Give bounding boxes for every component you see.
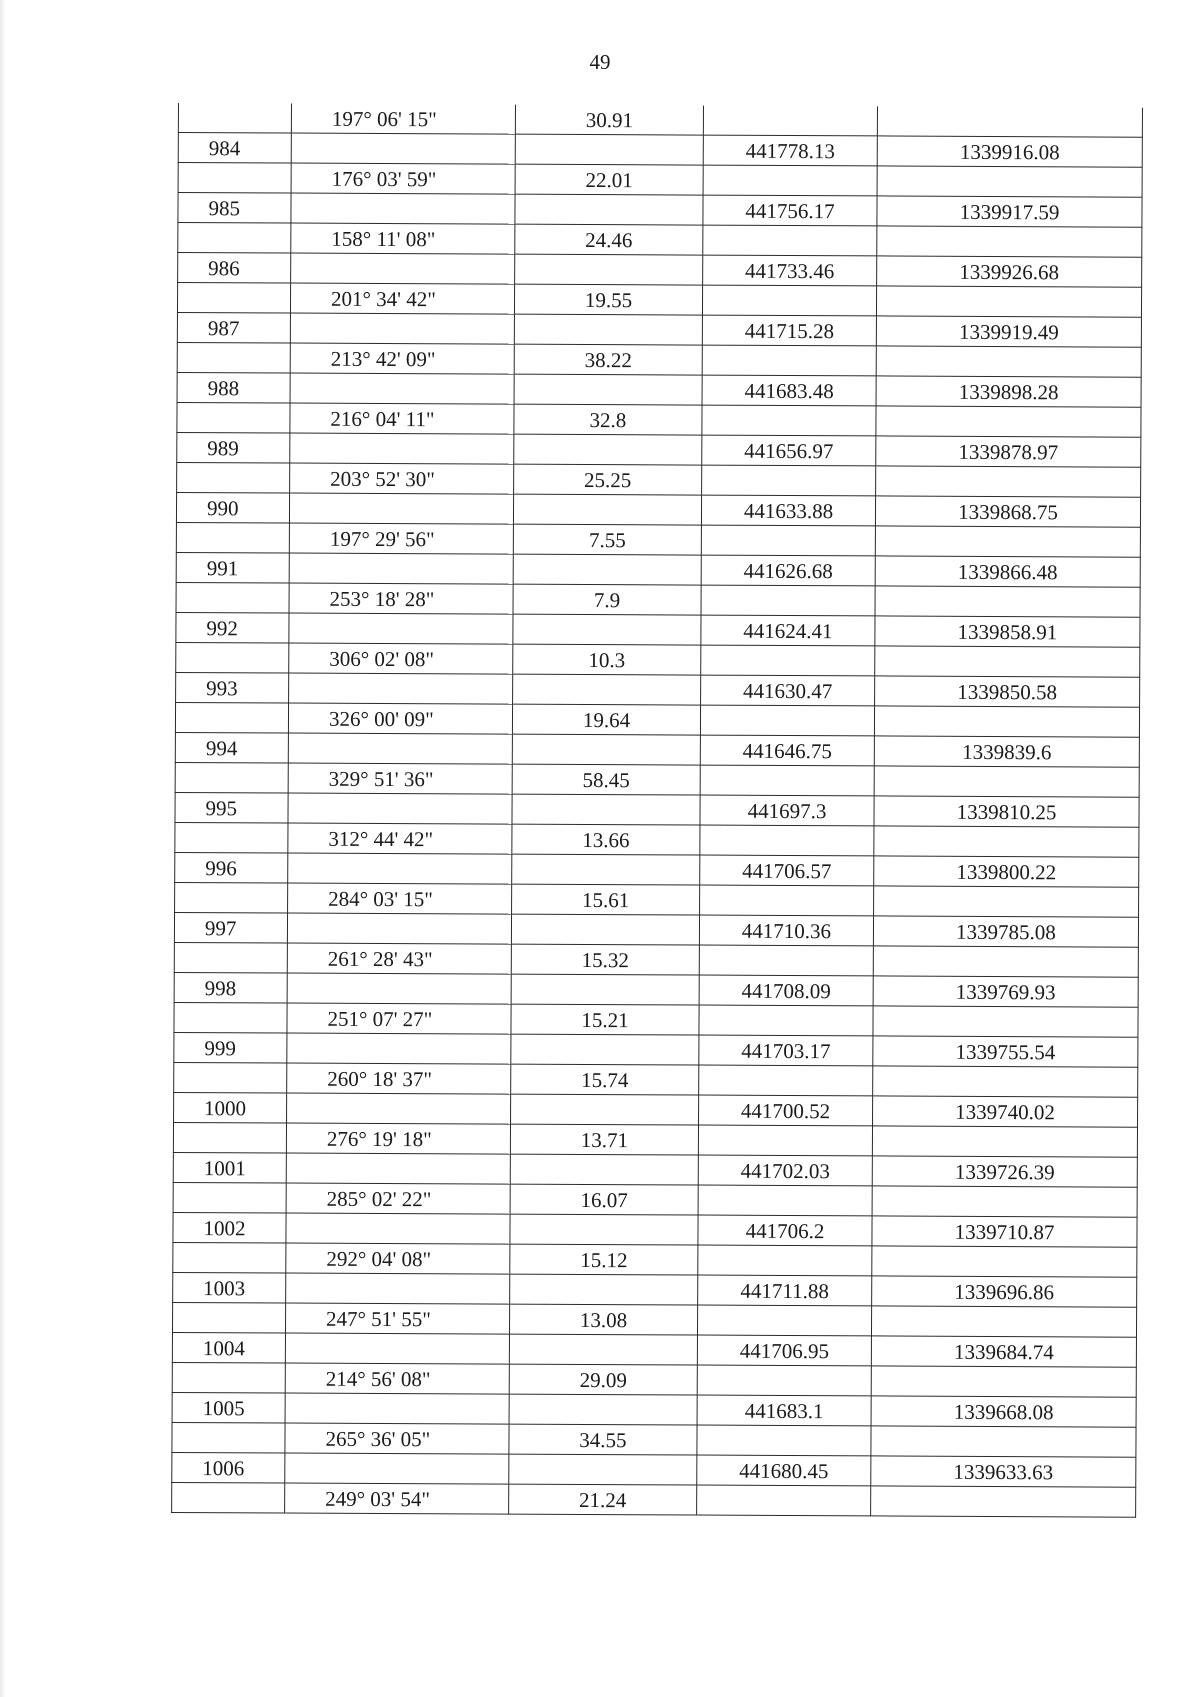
point-id-cell: 1005 [172, 1392, 285, 1423]
bearing-cell [289, 553, 513, 584]
easting-cell [698, 1245, 872, 1276]
point-id-cell [172, 1482, 285, 1513]
point-id-cell: 996 [175, 852, 288, 883]
table-row-leg [178, 103, 1142, 137]
scan-edge-shadow [0, 0, 6, 1697]
northing-cell: 1339850.58 [875, 676, 1140, 707]
distance-cell: 15.61 [512, 884, 700, 915]
point-id-cell: 1004 [172, 1332, 285, 1363]
point-id-cell [174, 1002, 287, 1033]
point-id-cell [176, 522, 289, 553]
table-row-point [174, 912, 1138, 947]
easting-cell: 441680.45 [697, 1455, 871, 1486]
distance-cell [513, 614, 701, 645]
bearing-cell: 312° 44' 42" [288, 823, 512, 854]
easting-cell: 441708.09 [699, 975, 873, 1006]
northing-cell [871, 1306, 1136, 1337]
point-id-cell: 993 [176, 672, 289, 703]
point-id-cell: 992 [176, 612, 289, 643]
northing-cell [874, 886, 1139, 917]
bearing-cell: 326° 00' 09" [288, 703, 512, 734]
point-id-cell [173, 1122, 286, 1153]
easting-cell: 441700.52 [699, 1095, 873, 1126]
table-row-point [176, 672, 1140, 707]
northing-cell [876, 466, 1141, 497]
distance-cell [514, 314, 702, 345]
easting-cell [701, 525, 875, 556]
point-id-cell [178, 163, 291, 194]
easting-cell [702, 345, 876, 376]
bearing-cell [290, 373, 514, 404]
distance-cell: 13.66 [512, 824, 700, 855]
table-row-point [172, 1452, 1136, 1487]
distance-cell [514, 374, 702, 405]
point-id-cell [174, 1062, 287, 1093]
point-id-cell [172, 1302, 285, 1333]
easting-cell: 441715.28 [702, 315, 876, 346]
easting-cell [697, 1305, 871, 1336]
easting-cell: 441697.3 [700, 795, 874, 826]
easting-cell [700, 765, 874, 796]
distance-cell [513, 674, 701, 705]
distance-cell: 22.01 [515, 164, 703, 195]
point-id-cell: 1003 [173, 1272, 286, 1303]
bearing-cell: 260° 18' 37" [287, 1063, 511, 1094]
northing-cell [871, 1426, 1136, 1457]
table-row-leg [178, 163, 1142, 198]
bearing-cell [291, 253, 515, 284]
table-row-point [173, 1212, 1137, 1247]
easting-cell: 441778.13 [703, 135, 877, 166]
northing-cell [874, 766, 1139, 797]
bearing-cell: 214° 56' 08" [285, 1363, 509, 1394]
northing-cell [877, 226, 1142, 257]
bearing-cell [288, 853, 512, 884]
table-row-point [173, 1272, 1137, 1307]
distance-cell [509, 1454, 697, 1485]
easting-cell [703, 106, 877, 136]
distance-cell: 30.91 [515, 105, 703, 135]
point-id-cell [173, 1242, 286, 1273]
table-row-point [177, 312, 1141, 347]
point-id-cell [172, 1362, 285, 1393]
point-id-cell: 995 [175, 792, 288, 823]
easting-cell [700, 885, 874, 916]
northing-cell: 1339810.25 [874, 796, 1139, 827]
table-row-leg [172, 1362, 1136, 1397]
bearing-cell: 197° 06' 15" [291, 104, 515, 135]
bearing-cell [290, 433, 514, 464]
northing-cell [873, 946, 1138, 977]
easting-cell: 441683.1 [697, 1395, 871, 1426]
table-row-leg [177, 402, 1141, 437]
bearing-cell [285, 1393, 509, 1424]
table-row-point [176, 612, 1140, 647]
point-id-cell [177, 342, 290, 373]
northing-cell [871, 1366, 1136, 1397]
point-id-cell: 988 [177, 372, 290, 403]
point-id-cell: 998 [174, 972, 287, 1003]
bearing-cell [287, 1093, 511, 1124]
northing-cell [875, 586, 1140, 617]
distance-cell [509, 1394, 697, 1425]
bearing-cell: 265° 36' 05" [285, 1423, 509, 1454]
bearing-cell: 197° 29' 56" [289, 523, 513, 554]
bearing-cell: 261° 28' 43" [287, 943, 511, 974]
northing-cell [871, 1486, 1136, 1517]
easting-cell [698, 1125, 872, 1156]
distance-cell: 7.55 [513, 524, 701, 555]
northing-cell [876, 286, 1141, 317]
northing-cell [876, 406, 1141, 437]
northing-cell: 1339866.48 [875, 556, 1140, 587]
point-id-cell: 999 [174, 1032, 287, 1063]
easting-cell: 441706.95 [697, 1335, 871, 1366]
northing-cell [877, 106, 1142, 137]
bearing-cell: 292° 04' 08" [286, 1243, 510, 1274]
distance-cell: 15.12 [510, 1244, 698, 1275]
table-row-point [178, 253, 1142, 288]
easting-cell: 441626.68 [701, 555, 875, 586]
northing-cell: 1339684.74 [871, 1336, 1136, 1367]
table-row-point [176, 552, 1140, 587]
bearing-cell [285, 1333, 509, 1364]
distance-cell [510, 1154, 698, 1185]
easting-cell [703, 225, 877, 256]
table-body [172, 103, 1143, 1517]
easting-cell: 441630.47 [701, 675, 875, 706]
distance-cell [513, 554, 701, 585]
bearing-cell: 247° 51' 55" [285, 1303, 509, 1334]
bearing-cell [291, 133, 515, 164]
point-id-cell: 1006 [172, 1452, 285, 1483]
bearing-cell [289, 673, 513, 704]
point-id-cell [172, 1422, 285, 1453]
table-row-point [178, 133, 1142, 168]
point-id-cell: 1001 [173, 1152, 286, 1183]
table-row-leg [177, 283, 1141, 318]
distance-cell [515, 194, 703, 225]
point-id-cell [175, 702, 288, 733]
table-row-leg [172, 1482, 1136, 1517]
distance-cell: 7.9 [513, 584, 701, 615]
northing-cell: 1339868.75 [875, 496, 1140, 527]
distance-cell [510, 1274, 698, 1305]
point-id-cell [176, 582, 289, 613]
easting-cell: 441702.03 [698, 1155, 872, 1186]
point-id-cell: 991 [176, 552, 289, 583]
point-id-cell [175, 882, 288, 913]
table-row-point [173, 1152, 1137, 1187]
distance-cell: 13.08 [509, 1304, 697, 1335]
easting-cell [697, 1365, 871, 1396]
easting-cell [701, 645, 875, 676]
distance-cell [512, 794, 700, 825]
northing-cell [872, 1246, 1137, 1277]
bearing-cell: 176° 03' 59" [291, 163, 515, 194]
easting-cell [697, 1485, 871, 1516]
easting-cell [703, 165, 877, 196]
bearing-cell: 284° 03' 15" [288, 883, 512, 914]
table-row-leg [176, 522, 1140, 557]
easting-cell [698, 1185, 872, 1216]
easting-cell: 441646.75 [700, 735, 874, 766]
point-id-cell [174, 942, 287, 973]
table-row-leg [172, 1302, 1136, 1337]
distance-cell [511, 974, 699, 1005]
northing-cell [874, 706, 1139, 737]
easting-cell: 441624.41 [701, 615, 875, 646]
northing-cell: 1339926.68 [877, 256, 1142, 287]
table-row-point [174, 972, 1138, 1007]
northing-cell: 1339726.39 [872, 1156, 1137, 1187]
easting-cell [700, 705, 874, 736]
point-id-cell [177, 462, 290, 493]
table-row-point [177, 432, 1141, 467]
table-row-leg [173, 1122, 1137, 1157]
bearing-cell [290, 313, 514, 344]
table-row-point [174, 1092, 1138, 1127]
table-row-point [174, 1032, 1138, 1067]
distance-cell: 16.07 [510, 1184, 698, 1215]
northing-cell [873, 1066, 1138, 1097]
northing-cell: 1339633.63 [871, 1456, 1136, 1487]
bearing-cell [287, 973, 511, 1004]
table-row-leg [175, 702, 1139, 737]
bearing-cell: 213° 42' 09" [290, 343, 514, 374]
northing-cell: 1339858.91 [875, 616, 1140, 647]
easting-cell: 441706.2 [698, 1215, 872, 1246]
northing-cell: 1339769.93 [873, 976, 1138, 1007]
distance-cell: 15.74 [511, 1064, 699, 1095]
northing-cell [875, 526, 1140, 557]
northing-cell: 1339917.59 [877, 196, 1142, 227]
point-id-cell [175, 762, 288, 793]
easting-cell [702, 285, 876, 316]
distance-cell [515, 134, 703, 165]
table-row-leg [175, 762, 1139, 797]
point-id-cell [178, 103, 291, 133]
distance-cell: 25.25 [514, 464, 702, 495]
table-row-point [178, 193, 1142, 228]
point-id-cell: 985 [178, 193, 291, 224]
northing-cell [876, 346, 1141, 377]
bearing-cell: 216° 04' 11" [290, 403, 514, 434]
bearing-cell [288, 733, 512, 764]
distance-cell: 38.22 [514, 344, 702, 375]
bearing-cell: 306° 02' 08" [289, 643, 513, 674]
northing-cell: 1339839.6 [874, 736, 1139, 767]
point-id-cell: 997 [174, 912, 287, 943]
table-row-point [175, 792, 1139, 827]
northing-cell [872, 1186, 1137, 1217]
bearing-cell: 276° 19' 18" [286, 1123, 510, 1154]
bearing-cell: 253° 18' 28" [289, 583, 513, 614]
easting-cell: 441711.88 [698, 1275, 872, 1306]
easting-cell [699, 1005, 873, 1036]
point-id-cell: 987 [177, 312, 290, 343]
northing-cell [875, 646, 1140, 677]
bearing-cell [286, 1273, 510, 1304]
northing-cell: 1339668.08 [871, 1396, 1136, 1427]
easting-cell: 441710.36 [699, 915, 873, 946]
table-row-point [175, 732, 1139, 767]
distance-cell: 19.64 [512, 704, 700, 735]
point-id-cell: 1000 [174, 1092, 287, 1123]
table-row-leg [172, 1422, 1136, 1457]
distance-cell: 13.71 [510, 1124, 698, 1155]
table-row-leg [173, 1182, 1137, 1217]
bearing-cell [286, 1213, 510, 1244]
distance-cell [511, 1094, 699, 1125]
distance-cell: 32.8 [514, 404, 702, 435]
table-row-leg [174, 942, 1138, 977]
table-row-leg [175, 822, 1139, 857]
point-id-cell: 1002 [173, 1212, 286, 1243]
northing-cell: 1339898.28 [876, 376, 1141, 407]
northing-cell [873, 1006, 1138, 1037]
point-id-cell [175, 822, 288, 853]
northing-cell: 1339785.08 [873, 916, 1138, 947]
table-row-leg [176, 642, 1140, 677]
distance-cell [512, 854, 700, 885]
distance-cell [515, 254, 703, 285]
easting-cell: 441683.48 [702, 375, 876, 406]
northing-cell [874, 826, 1139, 857]
bearing-cell [288, 793, 512, 824]
easting-cell: 441703.17 [699, 1035, 873, 1066]
bearing-cell: 251° 07' 27" [287, 1003, 511, 1034]
distance-cell: 15.32 [511, 944, 699, 975]
northing-cell: 1339740.02 [873, 1096, 1138, 1127]
bearing-cell: 249° 03' 54" [285, 1483, 509, 1514]
distance-cell [511, 914, 699, 945]
northing-cell: 1339919.49 [876, 316, 1141, 347]
point-id-cell: 990 [176, 492, 289, 523]
table-row-leg [178, 223, 1142, 258]
table-row-leg [177, 462, 1141, 497]
northing-cell: 1339696.86 [872, 1276, 1137, 1307]
easting-cell: 441733.46 [703, 255, 877, 286]
bearing-cell: 285° 02' 22" [286, 1183, 510, 1214]
easting-cell [702, 465, 876, 496]
bearing-cell: 158° 11' 08" [291, 223, 515, 254]
bearing-cell [289, 493, 513, 524]
easting-cell [701, 585, 875, 616]
easting-cell [699, 1065, 873, 1096]
page-number: 49 [589, 50, 611, 74]
easting-cell: 441756.17 [703, 195, 877, 226]
point-id-cell [178, 223, 291, 254]
northing-cell: 1339800.22 [874, 856, 1139, 887]
northing-cell [877, 166, 1142, 197]
distance-cell: 34.55 [509, 1424, 697, 1455]
point-id-cell: 984 [178, 133, 291, 164]
northing-cell: 1339916.08 [877, 136, 1142, 167]
easting-cell: 441633.88 [701, 495, 875, 526]
point-id-cell [176, 642, 289, 673]
distance-cell: 10.3 [513, 644, 701, 675]
easting-cell: 441706.57 [700, 855, 874, 886]
distance-cell: 29.09 [509, 1364, 697, 1395]
bearing-cell: 329° 51' 36" [288, 763, 512, 794]
point-id-cell [177, 283, 290, 314]
table-row-point [172, 1392, 1136, 1427]
northing-cell: 1339878.97 [876, 436, 1141, 467]
distance-cell: 58.45 [512, 764, 700, 795]
point-id-cell: 994 [175, 732, 288, 763]
table-row-point [172, 1332, 1136, 1367]
table-row-leg [174, 1062, 1138, 1097]
bearing-cell [287, 1033, 511, 1064]
distance-cell: 21.24 [509, 1484, 697, 1515]
table-row-point [175, 852, 1139, 887]
table-row-point [177, 372, 1141, 407]
bearing-cell [286, 1153, 510, 1184]
distance-cell: 19.55 [514, 284, 702, 315]
table-row-point [176, 492, 1140, 527]
distance-cell [512, 734, 700, 765]
bearing-cell: 201° 34' 42" [290, 283, 514, 314]
distance-cell [513, 494, 701, 525]
table-row-leg [176, 582, 1140, 617]
point-id-cell [173, 1182, 286, 1213]
bearing-cell [287, 913, 511, 944]
easting-cell [697, 1425, 871, 1456]
table-row-leg [174, 1002, 1138, 1037]
distance-cell [509, 1334, 697, 1365]
bearing-cell [289, 613, 513, 644]
easting-cell: 441656.97 [702, 435, 876, 466]
northing-cell [872, 1126, 1137, 1157]
point-id-cell: 989 [177, 432, 290, 463]
bearing-cell: 203° 52' 30" [290, 463, 514, 494]
distance-cell [510, 1214, 698, 1245]
distance-cell [511, 1034, 699, 1065]
point-id-cell: 986 [178, 253, 291, 284]
easting-cell [702, 405, 876, 436]
easting-cell [699, 945, 873, 976]
distance-cell: 24.46 [515, 224, 703, 255]
northing-cell: 1339710.87 [872, 1216, 1137, 1247]
table-row-leg [175, 882, 1139, 917]
distance-cell [514, 434, 702, 465]
easting-cell [700, 825, 874, 856]
bearing-cell [285, 1453, 509, 1484]
table-row-leg [173, 1242, 1137, 1277]
survey-coordinates-table [171, 103, 1143, 1518]
point-id-cell [177, 402, 290, 433]
table-row-leg [177, 342, 1141, 377]
distance-cell: 15.21 [511, 1004, 699, 1035]
northing-cell: 1339755.54 [873, 1036, 1138, 1067]
bearing-cell [291, 193, 515, 224]
